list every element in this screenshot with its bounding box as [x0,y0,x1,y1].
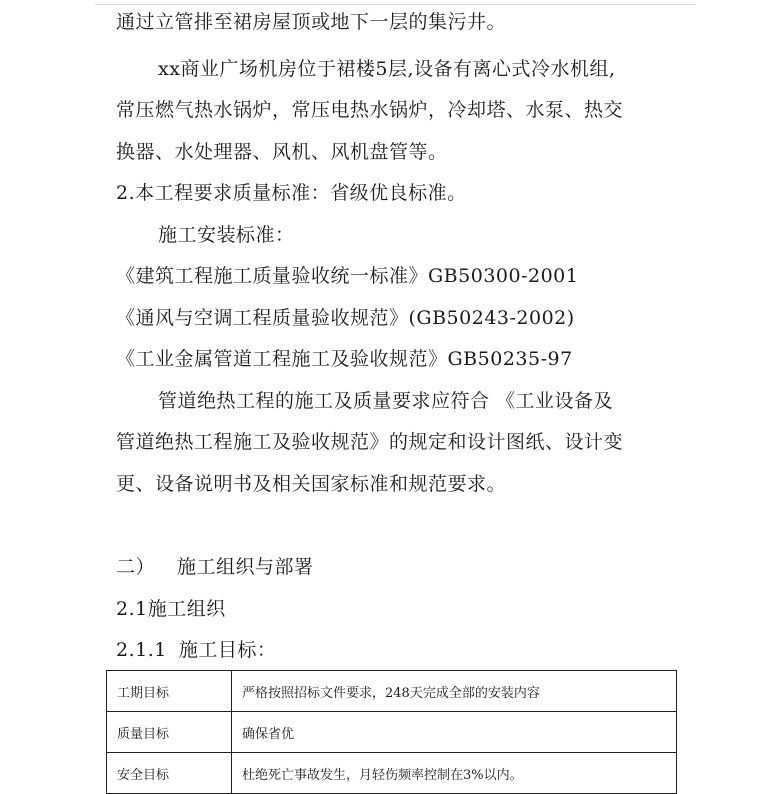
standard-reference: 《工业金属管道工程施工及验收规范》GB50235-97 [116,348,573,370]
subsubsection-number: 2.1.1 [116,639,167,661]
subsubsection-heading [116,638,276,662]
table-cell-value: 严格按照招标文件要求，248天完成全部的安装内容 [232,671,677,712]
paragraph-line: 常压燃气热水锅炉，常压电热水锅炉，冷却塔、水泵、热交 [116,99,624,121]
standard-reference: 《建筑工程施工质量验收统一标准》GB50300-2001 [116,265,579,287]
paragraph-line: xx商业广场机房位于裙楼5层,设备有离心式冷水机组, [158,58,616,80]
subsection-heading: 2.1施工组织 [116,598,226,620]
install-standards-label: 施工安装标准： [158,224,295,246]
paragraph-line: 更、设备说明书及相关国家标准和规范要求。 [116,473,507,495]
subsubsection-title: 施工目标： [178,639,277,661]
table-row [107,712,677,753]
section-heading [116,555,314,579]
table-cell-key: 质量目标 [107,712,232,753]
paragraph-line: 通过立管排至裙房屋顶或地下一层的集污井。 [116,11,507,33]
quality-standard-line: 2.本工程要求质量标准：省级优良标准。 [116,182,467,204]
table-cell-key: 安全目标 [107,753,232,794]
paragraph-line: 管道绝热工程的施工及质量要求应符合 《工业设备及 [158,390,614,412]
table-cell-key: 工期目标 [107,671,232,712]
section-number: 二） [116,556,156,578]
table-row [107,753,677,794]
section-title: 施工组织与部署 [177,556,314,578]
table-cell-value: 杜绝死亡事故发生，月轻伤频率控制在3%以内。 [232,753,677,794]
paragraph-line: 换器、水处理器、风机、风机盘管等。 [116,141,448,163]
table-row [107,671,677,712]
goals-table [106,670,677,794]
standard-reference: 《通风与空调工程质量验收规范》(GB50243-2002) [116,307,575,329]
header-rule [95,4,695,5]
paragraph-line: 管道绝热工程施工及验收规范》的规定和设计图纸、设计变 [116,431,624,453]
table-cell-value: 确保省优 [232,712,677,753]
